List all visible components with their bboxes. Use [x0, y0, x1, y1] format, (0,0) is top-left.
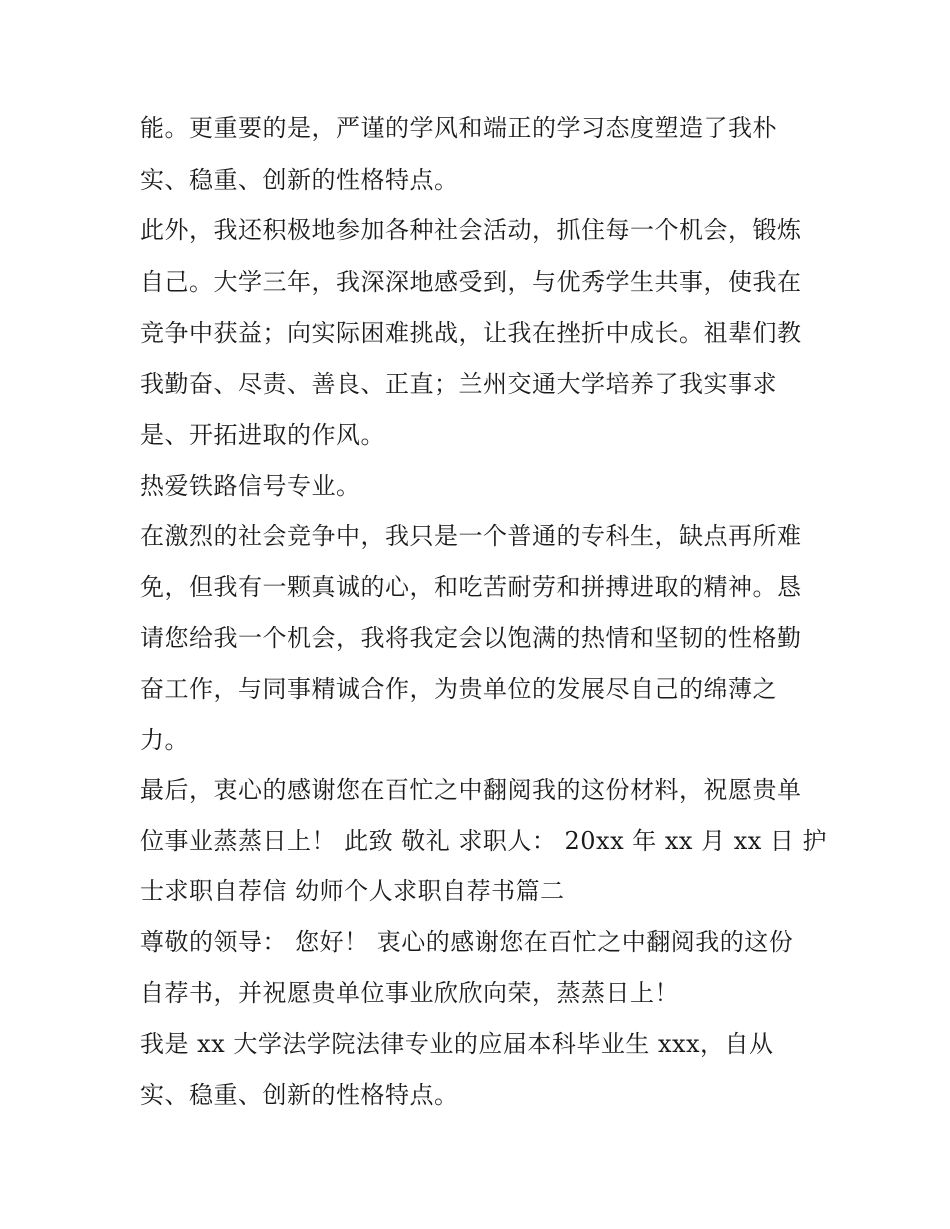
text-line: 位事业蒸蒸日上！ 此致 敬礼 求职人： 20xx 年 xx 月 xx 日 护 [140, 827, 828, 855]
text-line: 最后，衷心的感谢您在百忙之中翻阅我的这份材料，祝愿贵单 [140, 776, 802, 804]
text-line: 能。更重要的是，严谨的学风和端正的学习态度塑造了我朴 [140, 114, 777, 142]
text-line: 热爱铁路信号专业。 [140, 472, 361, 500]
text-line: 实、稳重、创新的性格特点。 [140, 166, 459, 194]
text-line: 自荐书，并祝愿贵单位事业欣欣向荣，蒸蒸日上！ [140, 979, 679, 1007]
text-line: 自己。大学三年，我深深地感受到，与优秀学生共事，使我在 [140, 268, 802, 296]
text-line: 此外，我还积极地参加各种社会活动，抓住每一个机会，锻炼 [140, 216, 802, 244]
text-line: 我勤奋、尽责、善良、正直；兰州交通大学培养了我实事求 [140, 370, 777, 398]
text-line: 免，但我有一颗真诚的心，和吃苦耐劳和拼搏进取的精神。恳 [140, 573, 802, 601]
text-line: 在激烈的社会竞争中，我只是一个普通的专科生，缺点再所难 [140, 522, 802, 550]
text-line: 奋工作，与同事精诚合作，为贵单位的发展尽自己的绵薄之 [140, 675, 777, 703]
text-line: 竞争中获益；向实际困难挑战，让我在挫折中成长。祖辈们教 [140, 319, 802, 347]
text-line: 力。 [140, 726, 189, 754]
text-line: 尊敬的领导： 您好！ 衷心的感谢您在百忙之中翻阅我的这份 [140, 928, 794, 956]
text-line: 请您给我一个机会，我将我定会以饱满的热情和坚韧的性格勤 [140, 624, 802, 652]
text-line: 是、开拓进取的作风。 [140, 421, 385, 449]
text-line: 实、稳重、创新的性格特点。 [140, 1081, 459, 1109]
text-line: 士求职自荐信 幼师个人求职自荐书篇二 [140, 877, 565, 905]
text-line: 我是 xx 大学法学院法律专业的应届本科毕业生 xxx，自从 [140, 1030, 774, 1058]
